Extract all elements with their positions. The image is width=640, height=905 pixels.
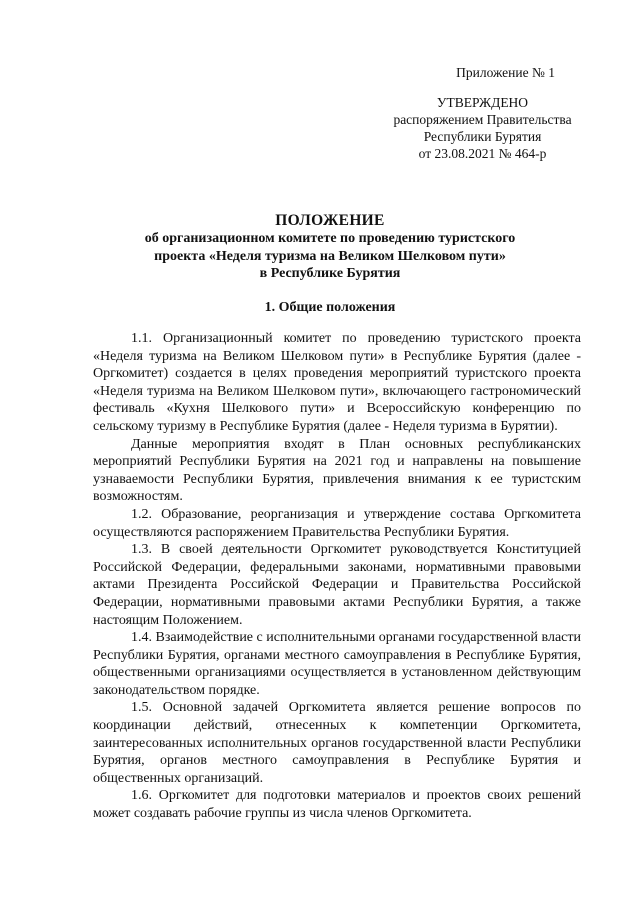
- document-title: ПОЛОЖЕНИЕ: [275, 212, 385, 229]
- approval-block: [380, 64, 585, 162]
- paragraph-1-2: 1.2. Образование, реорганизация и утверждение состава Оргкомитета осуществляются распоряжением Правительства Республики Бурятия.: [93, 506, 581, 540]
- section-body: [93, 330, 581, 823]
- paragraph-1-3: 1.3. В своей деятельности Оргкомитет руководствуется Конституцией Российской Федерации, федеральными законами, нормативными правовыми актами Президента Российской Федерации и Правительства Российской Федерации, нормативными правовыми актами Республики Бурятия, а также настоящим Положением.: [93, 542, 581, 628]
- document-title-block: [80, 212, 580, 283]
- document-subtitle-line-2: проекта «Неделя туризма на Великом Шелковом пути»: [154, 248, 506, 264]
- approval-line-republic: Республики Бурятия: [423, 129, 542, 144]
- approval-line-date: от 23.08.2021 № 464-р: [418, 146, 547, 161]
- section-heading: 1. Общие положения: [264, 300, 396, 315]
- document-subtitle-line-3: в Республике Бурятия: [259, 266, 401, 281]
- paragraph-1-6: 1.6. Оргкомитет для подготовки материалов и проектов своих решений может создавать рабочие группы из числа членов Оргкомитета.: [93, 788, 581, 822]
- approval-line-order: распоряжением Правительства: [393, 112, 572, 127]
- paragraph-1-5: 1.5. Основной задачей Оргкомитета является решение вопросов по координации действий, отнесенных к компетенции Оргкомитета, заинтересованных исполнительных органов государственной власти Республики Бурятия, органов местного самоуправления в Республике Бурятия и общественных организаций.: [93, 700, 581, 786]
- paragraph-1-1-continued: Данные мероприятия входят в План основных республиканских мероприятий Республики Бурятия на 2021 год и направлены на повышение узнаваемости Республики Бурятия, привлечения внимания к ее туристским возможностям.: [93, 436, 581, 505]
- paragraph-1-4: 1.4. Взаимодействие с исполнительными органами государственной власти Республики Бурятия, органами местного самоуправления в Республике Бурятия, общественными организациями осуществляется в установленном действующим законодательством порядке.: [93, 630, 581, 698]
- paragraph-1-1: 1.1. Организационный комитет по проведению туристского проекта «Неделя туризма на Великом Шелковом пути» в Республике Бурятия (далее - Оргкомитет) создается в целях проведения мероприятий туристского проекта «Неделя туризма на Великом Шелковом пути», включающего гастрономический фестиваль «Кухня Шелкового пути» и Всероссийскую конференцию по сельскому туризму в Республике Бурятия (далее - Неделя туризма в Бурятии).: [93, 331, 581, 434]
- appendix-label: Приложение № 1: [456, 65, 555, 80]
- approval-line-approved: УТВЕРЖДЕНО: [436, 95, 529, 110]
- document-subtitle-line-1: об организационном комитете по проведению туристского: [144, 231, 516, 246]
